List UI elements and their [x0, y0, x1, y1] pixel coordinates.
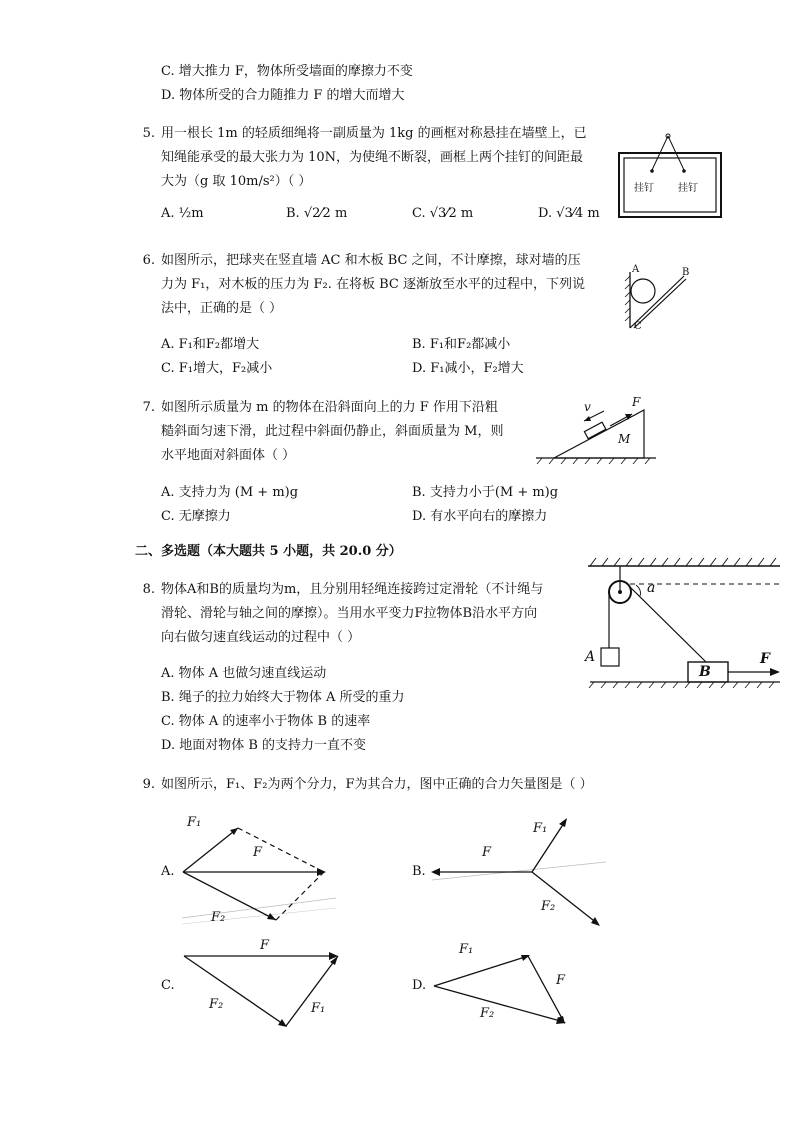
label-c: C: [634, 321, 642, 332]
q8-option-c: C. 物体 A 的速率小于物体 B 的速率: [161, 714, 371, 729]
q6-option-a: A. F₁和F₂都增大: [161, 337, 260, 352]
f2-label: F₂: [209, 997, 224, 1012]
label-b: B: [682, 267, 690, 278]
section-title: 二、多选题（本大题共 5 小题，共 20.0 分）: [135, 544, 402, 559]
vector-diagram-a: [178, 810, 338, 936]
f1-label: F₁: [459, 942, 474, 957]
q8-option-a: A. 物体 A 也做匀速直线运动: [161, 666, 327, 681]
q7-option-c: C. 无摩擦力: [161, 509, 231, 524]
q5-text-line-3: 大为（g 取 10m/s²）（ ）: [161, 174, 312, 189]
q5-frame-figure: [618, 132, 722, 218]
q5-option-d: D. √3⁄4 m: [538, 206, 600, 221]
q7-option-b: B. 支持力小于(M + m)g: [412, 485, 559, 500]
q6-option-b: B. F₁和F₂都减小: [412, 337, 511, 352]
label-a: A: [632, 264, 640, 275]
q8-option-d: D. 地面对物体 B 的支持力一直不变: [161, 738, 367, 753]
nail-label-right: 挂钉: [678, 183, 698, 194]
f-label: F: [556, 973, 566, 988]
q9-option-c-letter: C.: [161, 978, 175, 993]
q7-text-line-1: 如图所示质量为 m 的物体在沿斜面向上的力 F 作用下沿粗: [161, 400, 498, 415]
q5-option-c: C. √3⁄2 m: [412, 206, 474, 221]
q8-text-line-3: 向右做匀速直线运动的过程中（ ）: [161, 630, 361, 645]
q4-option-d: D. 物体所受的合力随推力 F 的增大而增大: [161, 88, 405, 103]
block-b-label: B: [699, 664, 711, 680]
q9-text: 如图所示，F₁、F₂为两个分力，F为其合力，图中正确的合力矢量图是（ ）: [161, 777, 593, 792]
question-number: 7.: [142, 400, 155, 415]
q7-option-d: D. 有水平向右的摩擦力: [412, 509, 548, 524]
q6-option-d: D. F₁减小，F₂增大: [412, 361, 524, 376]
q6-option-c: C. F₁增大，F₂减小: [161, 361, 273, 376]
question-number: 8.: [142, 582, 155, 597]
q9-option-b-letter: B.: [412, 864, 426, 879]
q5-option-b: B. √2⁄2 m: [286, 206, 348, 221]
velocity-label: v: [584, 400, 591, 414]
f-label: F: [253, 845, 263, 860]
q5-text-line-2: 知绳能承受的最大张力为 10N，为使绳不断裂，画框上两个挂钉的间距最: [161, 150, 584, 165]
f2-label: F₂: [480, 1006, 495, 1021]
q6-text-line-3: 法中，正确的是（ ）: [161, 301, 283, 316]
q8-option-b: B. 绳子的拉力始终大于物体 A 所受的重力: [161, 690, 405, 705]
f1-label: F₁: [533, 821, 548, 836]
q4-option-c: C. 增大推力 F，物体所受墙面的摩擦力不变: [161, 64, 413, 79]
mass-label: M: [618, 432, 631, 446]
q6-text-line-1: 如图所示，把球夹在竖直墙 AC 和木板 BC 之间，不计摩擦，球对墙的压: [161, 253, 581, 268]
q7-text-line-3: 水平地面对斜面体（ ）: [161, 448, 296, 463]
question-number: 5.: [142, 126, 155, 141]
force-label: F: [632, 395, 641, 409]
q6-text-line-2: 力为 F₁，对木板的压力为 F₂. 在将板 BC 逐渐放至水平的过程中，下列说: [161, 277, 585, 292]
vector-diagram-d: [430, 946, 570, 1028]
angle-label: a: [647, 580, 656, 596]
q9-option-d-letter: D.: [412, 978, 427, 993]
q7-text-line-2: 糙斜面匀速下滑，此过程中斜面仍静止，斜面质量为 M，则: [161, 424, 504, 439]
q5-text-line-1: 用一根长 1m 的轻质细绳将一副质量为 1kg 的画框对称悬挂在墙壁上，已: [161, 126, 587, 141]
q8-text-line-2: 滑轮、滑轮与轴之间的摩擦）。当用水平变力F拉物体B沿水平方向: [161, 606, 538, 621]
block-a-label: A: [585, 649, 596, 665]
question-number: 6.: [142, 253, 155, 268]
f1-label: F₁: [311, 1001, 326, 1016]
q8-pulley-figure: [584, 552, 784, 694]
f1-label: F₁: [187, 815, 202, 830]
question-number: 9.: [142, 777, 155, 792]
q5-option-a: A. ½m: [161, 206, 204, 221]
vector-diagram-b: [428, 810, 608, 932]
q8-text-line-1: 物体A和B的质量均为m，且分别用轻绳连接跨过定滑轮（不计绳与: [161, 582, 544, 597]
f-label: F: [260, 938, 270, 953]
q9-option-a-letter: A.: [161, 864, 175, 879]
f-label: F: [482, 845, 492, 860]
force-label: F: [760, 651, 770, 667]
f2-label: F₂: [211, 910, 226, 925]
q7-option-a: A. 支持力为 (M + m)g: [161, 485, 299, 500]
nail-label-left: 挂钉: [634, 183, 654, 194]
vector-diagram-c: [180, 948, 344, 1032]
f2-label: F₂: [541, 899, 556, 914]
